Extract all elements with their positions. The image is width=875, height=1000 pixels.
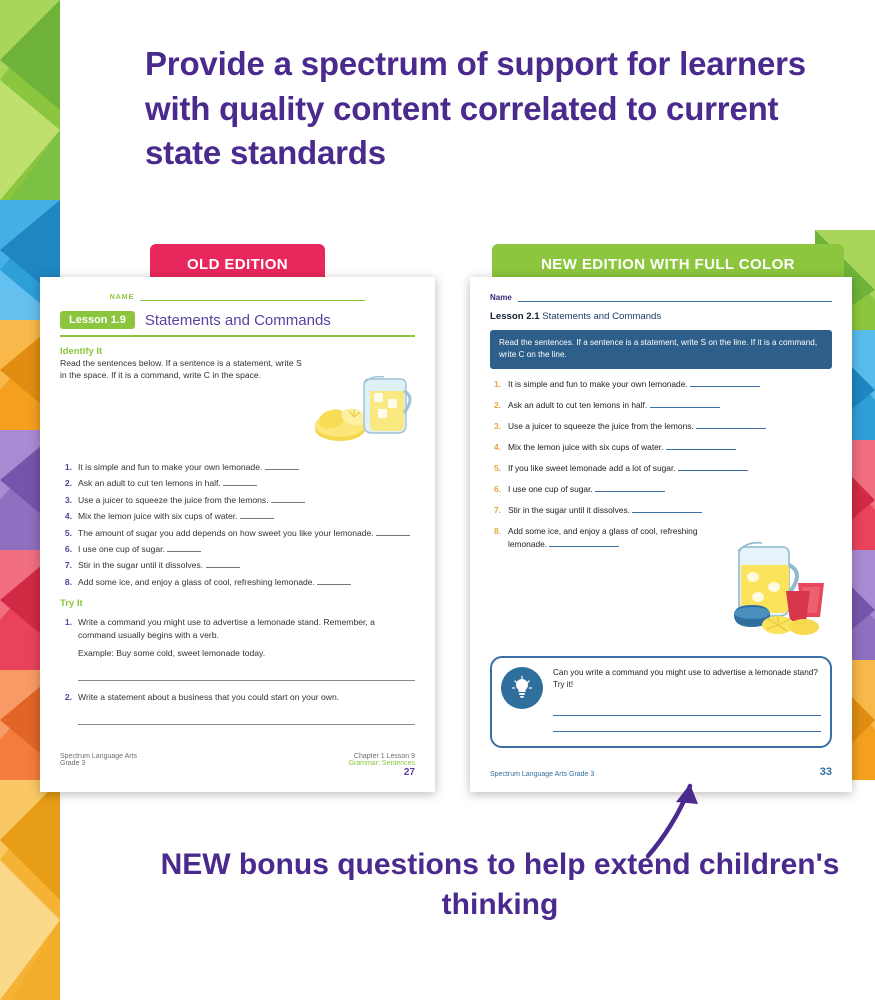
new-item-text: I use one cup of sugar. xyxy=(508,484,593,495)
old-lemonade-illustration xyxy=(310,357,415,454)
old-try-it-list xyxy=(60,616,415,642)
new-lemonade-illustration xyxy=(716,529,834,646)
new-item-text: Stir in the sugar until it dissolves. xyxy=(508,505,630,516)
list-item: 6. I use one cup of sugar. xyxy=(490,483,832,496)
old-example-text: Example: Buy some cold, sweet lemonade today. xyxy=(78,648,266,659)
pitcher-lemons-icon xyxy=(310,357,415,449)
new-item-text: Use a juicer to squeeze the juice from the lemons. xyxy=(508,420,694,431)
list-item: 5. The amount of sugar you add depends on how sweet you like your lemonade. xyxy=(60,527,415,540)
answer-blank xyxy=(240,518,274,519)
old-item-text: Stir in the sugar until it dissolves. xyxy=(78,560,204,571)
list-item: 8. Add some ice, and enjoy a glass of cool, refreshing lemonade. xyxy=(60,576,415,589)
list-item: 3. Use a juicer to squeeze the juice from the lemons. xyxy=(60,494,415,507)
badge-old-edition: OLD EDITION xyxy=(150,244,325,284)
list-item: 4. Mix the lemon juice with six cups of water. xyxy=(60,510,415,523)
old-write-lines-1 xyxy=(78,667,415,681)
new-name-row xyxy=(490,291,832,302)
new-edition-worksheet xyxy=(470,277,852,792)
old-try-it-list-2 xyxy=(60,691,415,704)
old-instructions: Read the sentences below. If a sentence is a statement, write S in the space. If it is a command, write C in the space. xyxy=(60,358,302,381)
list-item: 2. Ask an adult to cut ten lemons in half. xyxy=(60,477,415,490)
new-instructions-box: Read the sentences. If a sentence is a statement, write S on the line. If it is a command, write C on the line. xyxy=(490,330,832,369)
old-page-number: 27 xyxy=(403,767,415,778)
answer-blank xyxy=(696,428,766,429)
old-divider xyxy=(60,335,415,337)
list-item: 3. Use a juicer to squeeze the juice from the lemons. xyxy=(490,420,832,433)
list-item: 5. If you like sweet lemonade add a lot of sugar. xyxy=(490,462,832,475)
list-item: 1. Write a command you might use to advertise a lemonade stand. Remember, a command usually begins with a verb. xyxy=(60,616,415,642)
old-section-identify-it: Identify It xyxy=(60,346,103,357)
new-bonus-question-box xyxy=(490,656,832,748)
answer-blank xyxy=(223,485,257,486)
new-item-text: If you like sweet lemonade add a lot of sugar. xyxy=(508,463,676,474)
list-item: 4. Mix the lemon juice with six cups of water. xyxy=(490,441,832,454)
write-line xyxy=(78,711,415,725)
new-lesson-label: Lesson 2.1 xyxy=(490,311,540,322)
new-name-line xyxy=(518,291,832,302)
answer-blank xyxy=(650,407,720,408)
answer-blank xyxy=(666,449,736,450)
old-item-text: Ask an adult to cut ten lemons in half. xyxy=(78,478,221,489)
answer-blank xyxy=(690,386,760,387)
old-footer-series: Spectrum Language Arts xyxy=(60,753,138,760)
answer-blank xyxy=(632,512,702,513)
old-item-text: It is simple and fun to make your own lemonade. xyxy=(78,462,263,472)
list-item: 8. Add some ice, and enjoy a glass of cool, refreshing lemonade. xyxy=(494,526,698,549)
old-item-text: Use a juicer to squeeze the juice from the lemons. xyxy=(78,494,269,505)
old-section-try-it: Try It xyxy=(60,597,83,609)
old-name-row xyxy=(60,291,415,301)
old-item-text: Add some ice, and enjoy a glass of cool, refreshing lemonade. xyxy=(78,576,315,587)
old-name-line xyxy=(140,291,365,301)
old-lesson-bar xyxy=(60,311,415,329)
new-question-list xyxy=(490,378,832,551)
old-lesson-tag: Lesson 1.9 xyxy=(60,311,135,329)
answer-blank xyxy=(271,502,305,503)
list-item: 6. I use one cup of sugar. xyxy=(60,543,415,556)
old-try-item-text: Write a command you might use to advertise a lemonade stand. Remember, a command usually begins with a verb. xyxy=(78,616,375,640)
answer-blank xyxy=(595,491,665,492)
old-item-text: I use one cup of sugar. xyxy=(78,543,165,554)
old-try-item-text: Write a statement about a business that you could start on your own. xyxy=(78,691,340,702)
list-item: 1. It is simple and fun to make your own lemonade. xyxy=(490,378,832,391)
old-page-footer xyxy=(60,753,415,778)
new-page-number: 33 xyxy=(819,766,832,778)
new-footer-series: Spectrum Language Arts Grade 3 xyxy=(490,771,595,778)
write-line xyxy=(78,667,415,681)
new-item-text: Mix the lemon juice with six cups of water. xyxy=(508,441,664,452)
page-headline: Provide a spectrum of support for learners with quality content correlated to current state standards xyxy=(145,45,806,172)
lightbulb-glyph xyxy=(509,675,535,701)
answer-blank xyxy=(206,567,240,568)
pitcher-cups-lemons-icon xyxy=(716,529,834,641)
old-footer-topic: Grammar: Sentences xyxy=(348,760,415,767)
answer-blank xyxy=(265,469,299,470)
old-name-label: NAME xyxy=(109,294,135,301)
new-bonus-write-lines xyxy=(553,700,821,732)
list-item: 7. Stir in the sugar until it dissolves. xyxy=(490,504,832,517)
bottom-caption: NEW bonus questions to help extend children's thinking xyxy=(160,848,840,921)
answer-blank xyxy=(167,551,201,552)
old-footer-grade: Grade 3 xyxy=(60,760,86,767)
old-lesson-title: Statements and Commands xyxy=(144,311,331,329)
answer-blank xyxy=(376,535,410,536)
old-footer-chapter: Chapter 1 Lesson 9 xyxy=(353,753,415,760)
new-item-text: Add some ice, and enjoy a glass of cool, refreshing lemonade. xyxy=(508,526,698,549)
badge-new-edition: NEW EDITION WITH FULL COLOR xyxy=(492,244,844,284)
new-lesson-title: Statements and Commands xyxy=(542,311,662,322)
answer-blank xyxy=(549,546,619,547)
lightbulb-icon xyxy=(501,667,543,709)
old-item-text: The amount of sugar you add depends on how sweet you like your lemonade. xyxy=(78,527,374,538)
old-write-lines-2 xyxy=(78,711,415,725)
old-edition-worksheet xyxy=(40,277,435,792)
answer-blank xyxy=(678,470,748,471)
old-item-text: Mix the lemon juice with six cups of water. xyxy=(78,511,238,522)
new-bonus-text: Can you write a command you might use to advertise a lemonade stand? Try it! xyxy=(553,668,818,690)
write-line xyxy=(553,716,821,732)
answer-blank xyxy=(317,584,351,585)
new-item-text: It is simple and fun to make your own lemonade. xyxy=(508,378,688,389)
new-item-text: Ask an adult to cut ten lemons in half. xyxy=(508,399,648,410)
new-name-label: Name xyxy=(490,293,512,302)
list-item: 2. Write a statement about a business that you could start on your own. xyxy=(64,691,340,702)
write-line xyxy=(553,700,821,716)
new-page-footer xyxy=(490,766,832,778)
list-item: 2. Ask an adult to cut ten lemons in half. xyxy=(490,399,832,412)
list-item: 7. Stir in the sugar until it dissolves. xyxy=(60,559,415,572)
old-question-list xyxy=(60,461,415,589)
new-lesson-heading xyxy=(490,311,832,322)
list-item: 1. It is simple and fun to make your own lemonade. xyxy=(60,461,415,474)
